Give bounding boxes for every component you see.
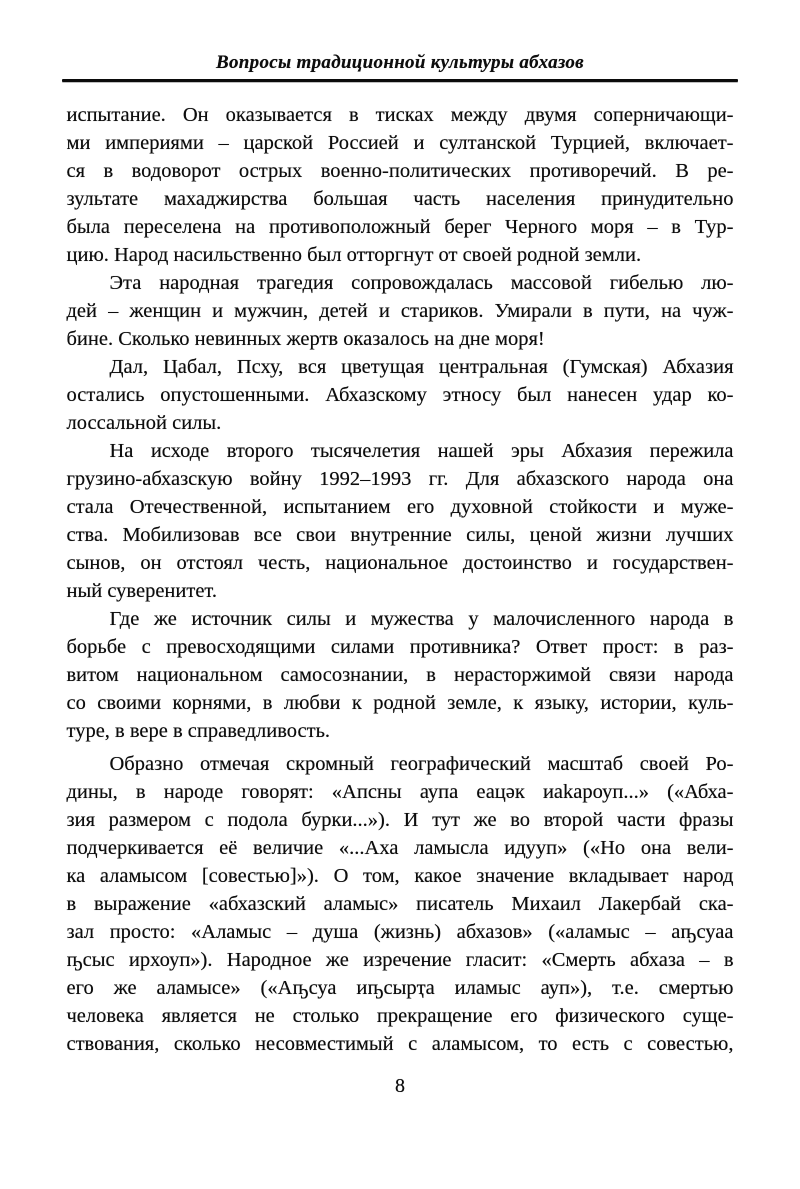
text-line: На исходе второго тысячелетия нашей эры Абхазия пережила [109, 440, 734, 462]
text-line: в выражение «абхазский аламыс» писатель Михаил Лакербай ска- [66, 893, 734, 915]
text-line: цию. Народ насильственно был отторгнут от своей родной земли. [66, 244, 642, 266]
text-line: со своими корнями, в любви к родной земле, к языку, истории, куль- [66, 692, 734, 714]
text-line: борьбе с превосходящими силами противника? Ответ прост: в раз- [66, 636, 734, 658]
text-line: бине. Сколько невинных жертв оказалось на дне моря! [66, 328, 545, 350]
text-line: стала Отечественной, испытанием его духовной стойкости и муже- [66, 496, 734, 518]
text-line: ный суверенитет. [66, 580, 217, 602]
text-line: испытание. Он оказывается в тисках между двумя соперничающи- [66, 104, 734, 126]
text-line: зультате махаджирства большая часть населения принудительно [66, 188, 734, 210]
text-line: остались опустошенными. Абхазскому этносу был нанесен удар ко- [66, 384, 734, 406]
text-line: ми империями – царской Россией и султанской Турцией, включает- [66, 132, 734, 154]
text-line: была переселена на противоположный берег Черного моря – в Тур- [66, 216, 734, 238]
text-line: подчеркивается её величие «...Аха ламысла идууп» («Но она вели- [66, 837, 734, 859]
running-header: Вопросы традиционной культуры абхазов [216, 52, 584, 73]
text-line: Эта народная трагедия сопровождалась массовой гибелью лю- [109, 272, 734, 294]
text-line: Дал, Цабал, Псху, вся цветущая центральная (Гумская) Абхазия [109, 356, 734, 378]
text-line: ка аламысом [совестью]»). О том, какое значение вкладывает народ [66, 865, 734, 887]
text-line: ся в водоворот острых военно-политических противоречий. В ре- [66, 160, 734, 182]
text-line: дины, в народе говорят: «Апсны аупа еацәк иаkароуп...» («Абха- [66, 781, 734, 803]
page-number: 8 [395, 1075, 405, 1097]
text-line: туре, в вере в справедливость. [66, 720, 331, 742]
text-line: человека является не столько прекращение его физического суще- [66, 1005, 734, 1027]
text-line: ҧсыс ирхоуп»). Народное же изречение гласит: «Смерть абхаза – в [66, 949, 734, 971]
text-line: Образно отмечая скромный географический масштаб своей Ро- [109, 753, 734, 775]
text-line: витом национальном самосознании, в нерасторжимой связи народа [66, 664, 734, 686]
text-line: зия размером с подола бурки...»). И тут же во второй части фразы [66, 809, 734, 831]
body-text [67, 101, 734, 1058]
text-line: ствования, сколько несовместимый с аламысом, то есть с совестью, [66, 1033, 734, 1055]
text-line: Где же источник силы и мужества у малочисленного народа в [109, 608, 734, 630]
text-line: ства. Мобилизовав все свои внутренние силы, ценой жизни лучших [66, 524, 734, 546]
text-line: грузино-абхазскую войну 1992–1993 гг. Для абхазского народа она [66, 468, 734, 490]
header-rule [62, 79, 738, 82]
text-line: его же аламысе» («Аҧсуа иҧсырҭа иламыс ауп»), т.е. смертью [66, 977, 734, 999]
text-line: дей – женщин и мужчин, детей и стариков. Умирали в пути, на чуж- [66, 300, 734, 322]
text-line: сынов, он отстоял честь, национальное достоинство и государствен- [66, 552, 734, 574]
text-line: зал просто: «Аламыс – душа (жизнь) абхазов» («аламыс – аҧсуаа [66, 921, 734, 943]
text-line: лоссальной силы. [66, 412, 222, 434]
